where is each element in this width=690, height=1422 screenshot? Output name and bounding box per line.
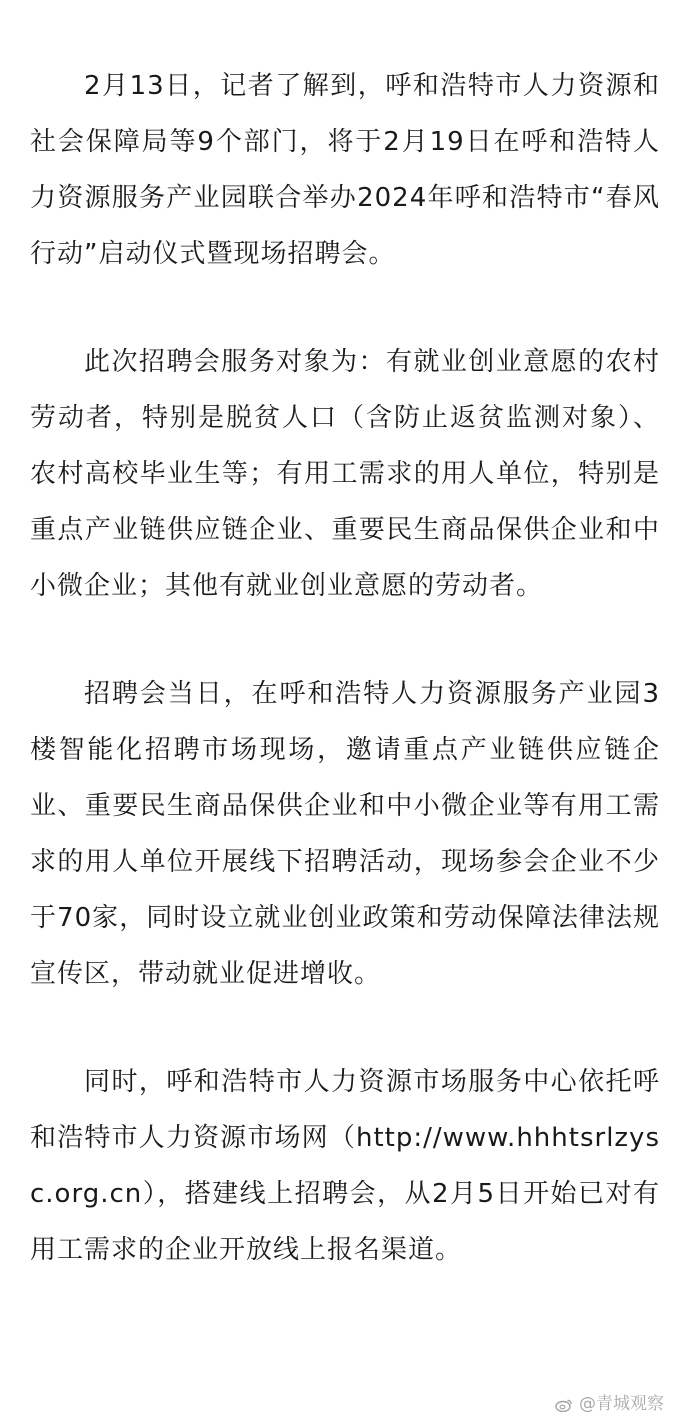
article-body [30, 58, 660, 1278]
weibo-icon [555, 1397, 573, 1411]
paragraph-onsite-details: 招聘会当日，在呼和浩特人力资源服务产业园3楼智能化招聘市场现场，邀请重点产业链供应链企业、重要民生商品保供企业和中小微企业等有用工需求的用人单位开展线下招聘活动，现场参会企业不少于70家，同时设立就业创业政策和劳动保障法律法规宣传区，带动就业促进增收。 [30, 679, 660, 989]
watermark-text: @青城观察 [579, 1394, 664, 1414]
paragraph-event-announcement: 2月13日，记者了解到，呼和浩特市人力资源和社会保障局等9个部门，将于2月19日在呼和浩特人力资源服务产业园联合举办2024年呼和浩特市“春风行动”启动仪式暨现场招聘会。 [30, 71, 660, 269]
paragraph-target-audience: 此次招聘会服务对象为：有就业创业意愿的农村劳动者，特别是脱贫人口（含防止返贫监测对象）、农村高校毕业生等；有用工需求的用人单位，特别是重点产业链供应链企业、重要民生商品保供企业和中小微企业；其他有就业创业意愿的劳动者。 [30, 347, 660, 601]
weibo-watermark [555, 1394, 664, 1414]
paragraph-online-recruitment: 同时，呼和浩特市人力资源市场服务中心依托呼和浩特市人力资源市场网（http://www.hhhtsrlzysc.org.cn），搭建线上招聘会，从2月5日开始已对有用工需求的企业开放线上报名渠道。 [30, 1067, 660, 1265]
